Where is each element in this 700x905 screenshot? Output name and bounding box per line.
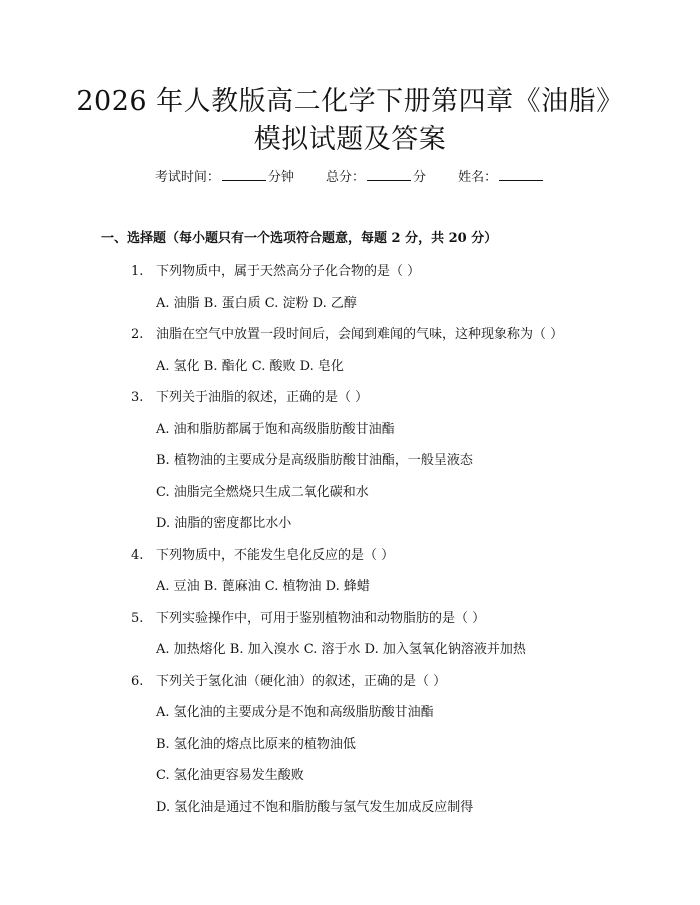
time-field xyxy=(155,170,294,185)
question-number: 1. xyxy=(131,264,144,279)
question-option: B. 植物油的主要成分是高级脂肪酸甘油酯，一般呈液态 xyxy=(156,453,473,468)
question-option: B. 氢化油的熔点比原来的植物油低 xyxy=(156,736,356,752)
question-option: A. 油和脂肪都属于饱和高级脂肪酸甘油酯 xyxy=(156,421,395,437)
score-blank xyxy=(367,168,411,181)
title-line-2: 模拟试题及答案 xyxy=(253,124,447,155)
name-field xyxy=(458,170,545,185)
question-number: 3. xyxy=(131,390,144,405)
score-label: 总分： xyxy=(325,170,365,185)
question-number: 6. xyxy=(131,673,144,689)
question-stem: 油脂在空气中放置一段时间后，会闻到难闻的气味，这种现象称为（ ） xyxy=(156,327,564,342)
question-option: D. 油脂的密度都比水小 xyxy=(156,516,292,531)
question-option: A. 氢化 B. 酯化 C. 酸败 D. 皂化 xyxy=(156,358,344,374)
question-option: C. 氢化油更容易发生酸败 xyxy=(156,768,304,783)
question-number: 5. xyxy=(131,610,144,626)
question-option: A. 加热熔化 B. 加入溴水 C. 溶于水 D. 加入氢氧化钠溶液并加热 xyxy=(156,642,526,657)
time-blank xyxy=(222,168,266,181)
question-option: A. 氢化油的主要成分是不饱和高级脂肪酸甘油酯 xyxy=(156,705,434,720)
name-blank xyxy=(499,168,543,181)
score-field xyxy=(326,170,426,185)
question-stem: 下列实验操作中，可用于鉴别植物油和动物脂肪的是（ ） xyxy=(156,610,486,626)
question-stem: 下列物质中，属于天然高分子化合物的是（ ） xyxy=(156,264,421,279)
name-label: 姓名： xyxy=(458,170,498,185)
time-label: 考试时间： xyxy=(154,170,220,185)
question-option: C. 油脂完全燃烧只生成二氧化碳和水 xyxy=(156,484,369,500)
question-stem: 下列关于氢化油（硬化油）的叙述，正确的是（ ） xyxy=(156,673,447,689)
time-unit: 分钟 xyxy=(267,170,294,185)
question-option: D. 氢化油是通过不饱和脂肪酸与氢气发生加成反应制得 xyxy=(156,799,474,815)
score-unit: 分 xyxy=(413,170,427,185)
question-option: A. 豆油 B. 蓖麻油 C. 植物油 D. 蜂蜡 xyxy=(156,579,370,594)
section-heading: 一、选择题（每小题只有一个选项符合题意，每题 2 分，共 20 分） xyxy=(101,231,498,246)
question-stem: 下列关于油脂的叙述，正确的是（ ） xyxy=(156,390,369,405)
exam-meta xyxy=(0,168,700,188)
question-number: 4. xyxy=(131,547,144,563)
question-stem: 下列物质中，不能发生皂化反应的是（ ） xyxy=(156,547,395,563)
title-line-1: 2026 年人教版高二化学下册第四章《油脂》 xyxy=(76,86,624,117)
question-number: 2. xyxy=(131,327,144,342)
question-option: A. 油脂 B. 蛋白质 C. 淀粉 D. 乙醇 xyxy=(156,295,357,311)
